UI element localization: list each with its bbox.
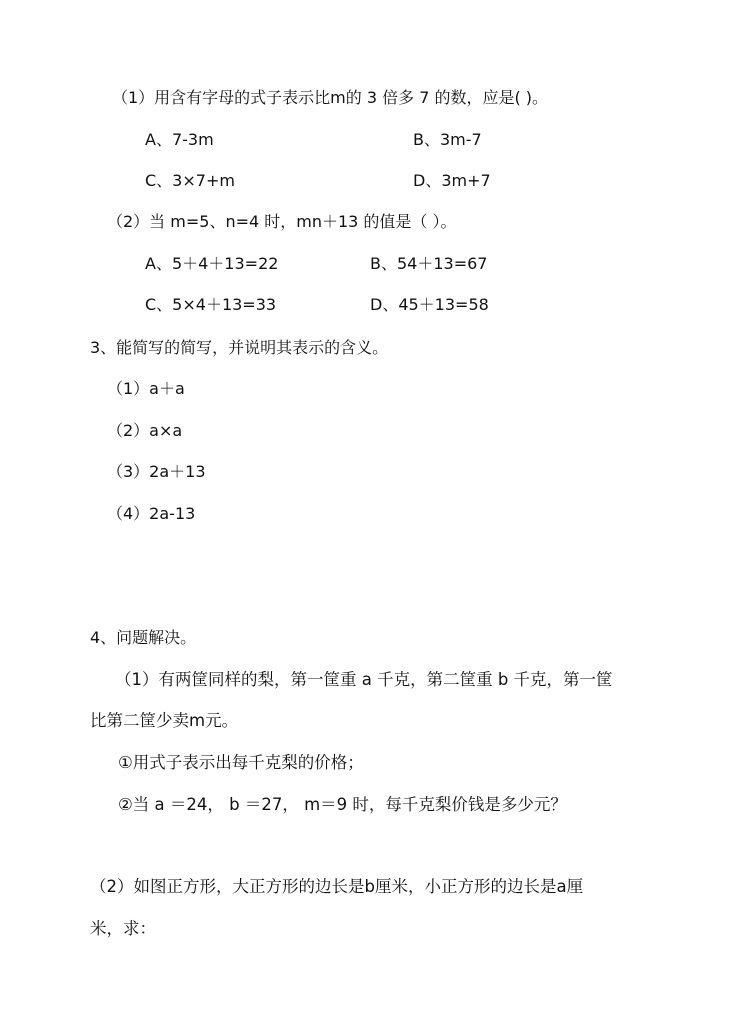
question-4-1-sub-1: ①用式子表示出每千克梨的价格； [118, 753, 364, 772]
question-3-item-3: （3）2a＋13 [107, 462, 206, 481]
question-2-1-stem: （1）用含有字母的式子表示比m的 3 倍多 7 的数，应是( )。 [112, 88, 549, 107]
question-2-1-option-c: C、3×7+m [145, 171, 235, 190]
question-2-1-option-b: B、3m-7 [413, 130, 482, 149]
question-4-1-sub-2: ②当 a ＝24， b ＝27， m＝9 时，每千克梨价钱是多少元？ [118, 795, 567, 814]
question-2-2-stem: （2）当 m=5、n=4 时，mn＋13 的值是（ ）。 [107, 212, 457, 231]
question-4-1-line-2: 比第二筐少卖m元。 [90, 711, 239, 730]
question-2-2-option-b: B、54＋13=67 [370, 254, 488, 273]
question-4-1-line-1: （1）有两筐同样的梨，第一筐重 a 千克，第二筐重 b 千克，第一筐 [115, 670, 613, 689]
question-4-title: 4、问题解决。 [90, 628, 197, 647]
question-2-2-option-a: A、5＋4＋13=22 [145, 254, 279, 273]
question-3-item-2: （2）a×a [107, 421, 183, 440]
question-2-2-option-d: D、45＋13=58 [370, 295, 489, 314]
question-3-title: 3、能简写的简写，并说明其表示的含义。 [90, 338, 389, 357]
question-3-item-1: （1）a＋a [107, 379, 185, 398]
question-2-1-option-d: D、3m+7 [413, 171, 491, 190]
question-4-2-line-1: （2）如图正方形，大正方形的边长是b厘米，小正方形的边长是a厘 [90, 877, 584, 896]
question-2-1-option-a: A、7-3m [145, 130, 214, 149]
question-2-2-option-c: C、5×4＋13=33 [145, 295, 277, 314]
question-4-2-line-2: 米，求： [90, 919, 156, 938]
question-3-item-4: （4）2a-13 [107, 504, 196, 523]
